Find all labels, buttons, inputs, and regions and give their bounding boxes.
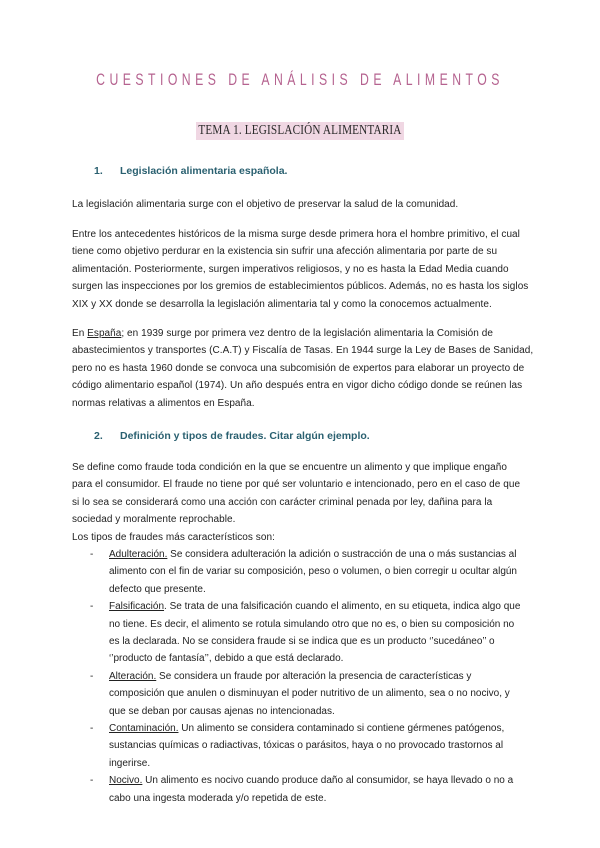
- fraud-term: Falsificación: [109, 601, 165, 613]
- text-line: Entre los antecedentes históricos de la misma surge desde primera hora el hombre primitivo, el cual: [72, 229, 520, 240]
- bullet-dash: -: [90, 775, 94, 787]
- text-line: [109, 755, 520, 772]
- bullet-dash: -: [90, 549, 94, 560]
- text-line: abastecimientos y transportes (C.A.T) y Fiscalía de Tasas. En 1944 surge la Ley de Bases de Sanidad,: [72, 345, 534, 357]
- text-line: normas relativas a alimentos en España.: [72, 397, 255, 409]
- text: . Se trata de una falsificación cuando el alimento, en su etiqueta, indica algo que: [164, 601, 521, 613]
- text-line: [109, 790, 520, 807]
- text: defecto que presente.: [109, 583, 206, 595]
- fraud-term: Contaminación.: [109, 723, 179, 735]
- text: Un alimento es nocivo cuando produce daño al consumidor, se haya llevado o no a: [142, 775, 514, 787]
- text-line: [109, 772, 520, 789]
- text-line: pero no es hasta 1960 donde se convoca una subcomisión de expertos para elaborar un proyecto de: [72, 362, 525, 374]
- section-2-heading: [94, 430, 370, 442]
- paragraph: [72, 226, 528, 313]
- text-line: XIX y XX donde se desarrolla la legislación alimentaria tal y como la conocemos actualmente.: [72, 298, 492, 310]
- bullet-dash: -: [90, 601, 94, 613]
- bullet-dash: -: [90, 723, 94, 735]
- text-line: código alimentario español (1974). Un año después entra en vigor dicho código donde se reúnen las: [72, 380, 523, 392]
- text-line: [109, 685, 520, 702]
- list-item: [72, 772, 520, 807]
- text-line: Se define como fraude toda condición en la que se encuentre un alimento y que implique engaño: [72, 462, 507, 473]
- text: no tiene. Es decir, el alimento se rotula simulando otro que no es, o bien su composición no: [109, 618, 515, 630]
- text-line: [109, 650, 520, 667]
- topic-heading: TEMA 1. LEGISLACIÓN ALIMENTARIA: [196, 122, 404, 140]
- section-number: 1.: [94, 165, 103, 177]
- text-line: tiene como objetivo perdurar en la existencia sin sufrir una afección alimentaria por parte de su: [72, 246, 498, 258]
- document-title: CUESTIONES DE ANÁLISIS DE ALIMENTOS: [96, 70, 504, 89]
- text-line: [109, 668, 520, 685]
- text-line: [109, 633, 520, 650]
- text-line: sociedad y moralmente reprochable.: [72, 514, 236, 526]
- paragraph: [72, 325, 533, 412]
- text: ; en 1939 surge por primera vez dentro de la legislación alimentaria la Comisión de: [121, 328, 493, 339]
- text: Se considera un fraude por alteración la presencia de características y: [156, 670, 472, 682]
- text-line: [109, 703, 520, 720]
- fraud-types-list: [72, 546, 520, 807]
- text-line: alimentación. Posteriormente, surgen imperativos religiosos, y no es hasta la Edad Media cuando: [72, 263, 509, 275]
- fraud-term: Nocivo.: [109, 775, 143, 787]
- text-line: surgen las inspecciones por los gremios de establecimientos públicos. Además, no es hasta los siglos: [72, 281, 529, 293]
- text-line: La legislación alimentaria surge con el objetivo de preservar la salud de la comunidad.: [72, 199, 459, 210]
- text: ‘’producto de fantasía’’, debido a que está declarado.: [109, 653, 344, 665]
- text: Se considera adulteración la adición o sustracción de una o más sustancias al: [167, 549, 517, 560]
- paragraph-lines: [72, 342, 533, 412]
- section-title: Definición y tipos de fraudes. Citar algún ejemplo.: [120, 430, 370, 442]
- section-number: 2.: [94, 430, 103, 442]
- fraud-term: Alteración.: [109, 670, 157, 682]
- text-line: [109, 563, 520, 580]
- text: cabo una ingesta moderada y/o repetida de este.: [109, 792, 327, 804]
- text: ingerirse.: [109, 757, 151, 769]
- text-line: [109, 581, 520, 598]
- text-line: Los tipos de fraudes más característicos son:: [72, 531, 275, 543]
- section-title: Legislación alimentaria española.: [120, 165, 288, 177]
- list-item: [72, 546, 520, 598]
- text-line: [109, 546, 520, 563]
- text-line: si lo sea se considerará como una acción con carácter criminal penada por ley, dañina para la: [72, 496, 493, 508]
- list-item: [72, 598, 520, 668]
- text-line: [109, 616, 520, 633]
- paragraph: [72, 459, 520, 546]
- section-1-heading: [94, 165, 287, 177]
- paragraph: [72, 196, 458, 213]
- text: es la declarada. No se considera fraude si se indica que es un producto ‘’sucedáneo’’ o: [109, 636, 495, 648]
- text: composición que anulen o disminuyan el poder nutritivo de un alimento, sea o no nocivo, y: [109, 688, 510, 700]
- text: Un alimento se considera contaminado si contiene gérmenes patógenos,: [178, 723, 505, 735]
- text-line: [109, 720, 520, 737]
- text: En: [72, 328, 88, 339]
- text: alimento con el fin de variar su composición, peso o volumen, o bien corregir u ocultar algún: [109, 566, 517, 578]
- fraud-term: Adulteración.: [109, 549, 168, 560]
- text: que se deban por causas ajenas no intencionadas.: [109, 705, 335, 717]
- text-line: [109, 737, 520, 754]
- text: sustancias químicas o radiactivas, tóxicas o parásitos, haya o no provocado trastornos al: [109, 740, 504, 752]
- bullet-dash: -: [90, 670, 94, 682]
- text-line: [72, 325, 533, 342]
- text-line: para el consumidor. El fraude no tiene por qué ser voluntario e intencionado, pero en el caso de que: [72, 479, 521, 491]
- list-item: [72, 720, 520, 772]
- list-item: [72, 668, 520, 720]
- underlined-term: España: [87, 328, 122, 339]
- text-line: [109, 598, 520, 615]
